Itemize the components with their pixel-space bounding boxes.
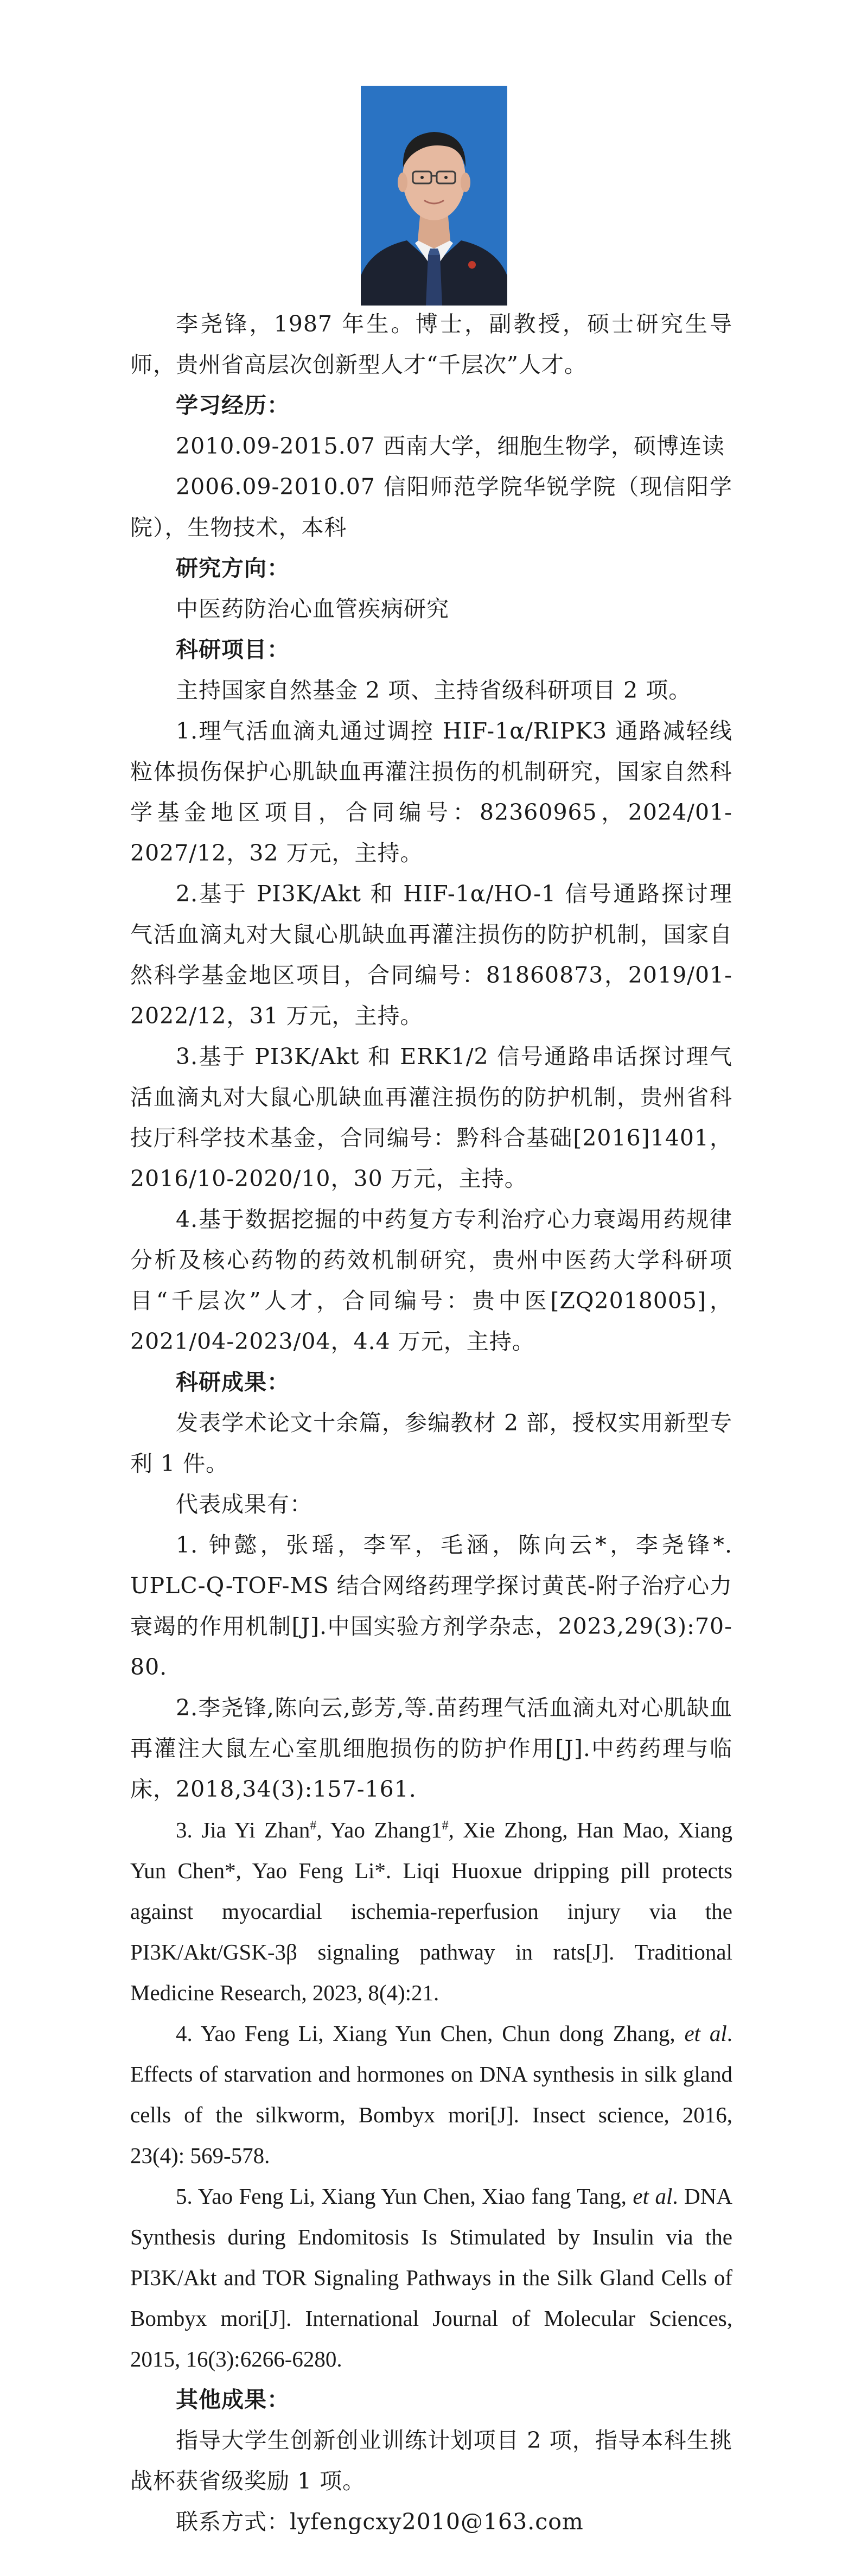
research-heading: 研究方向： — [176, 555, 290, 581]
representative-label: 代表成果有： — [176, 1491, 312, 1517]
achievements-heading: 科研成果： — [176, 1369, 290, 1395]
portrait-illustration — [361, 86, 507, 306]
other-heading: 其他成果： — [176, 2387, 290, 2413]
co-first-mark: # — [310, 1818, 317, 1833]
paper-authors: 4. Yao Feng Li, Xiang Yun Chen, Chun dong Zhang, — [176, 2021, 685, 2046]
project-item: 2.基于 PI3K/Akt 和 HIF-1α/HO-1 信号通路探讨理气活血滴丸对大鼠心肌缺血再灌注损伤的防护机制，国家自然科学基金地区项目，合同编号：81860873，2019/01-2022/12，31 万元，主持。 — [130, 881, 732, 1029]
paper-authors: 5. Yao Feng Li, Xiang Yun Chen, Xiao fang Tang, — [176, 2184, 633, 2209]
paper-item: 2.李尧锋,陈向云,彭芳,等.苗药理气活血滴丸对心肌缺血再灌注大鼠左心室肌细胞损伤的防护作用[J].中药药理与临床，2018,34(3):157-161. — [130, 1695, 732, 1802]
paper-authors: 3. Jia Yi Zhan — [176, 1817, 310, 1842]
education-item: 2006.09-2010.07 信阳师范学院华锐学院（现信阳学院），生物技术，本科 — [130, 474, 732, 540]
paper-citation: . Effects of starvation and hormones on DNA synthesis in silk gland cells of the silkworm, Bombyx mori[J]. Insect science, 2016, 23(4): 569-578. — [130, 2021, 732, 2168]
project-item: 4.基于数据挖掘的中药复方专利治疗心力衰竭用药规律分析及核心药物的药效机制研究，贵州中医药大学科研项目“千层次”人才，合同编号：贵中医[ZQ2018005]，2021/04-2023/04，4.4 万元，主持。 — [130, 1206, 732, 1354]
paper-citation: . DNA Synthesis during Endomitosis Is Stimulated by Insulin via the PI3K/Akt and TOR Signaling Pathways in the Silk Gland Cells of Bombyx mori[J]. International Journal of Molecular Sciences, 2015, 16(3):6266-6280. — [130, 2184, 733, 2371]
paper-authors: , Yao Zhang1 — [316, 1817, 442, 1842]
paper-item — [130, 2176, 732, 2380]
education-heading: 学习经历： — [176, 392, 290, 418]
profile-photo — [361, 86, 507, 306]
et-al: et al — [633, 2184, 673, 2209]
paper-item: 1. 钟懿，张瑶，李军，毛涵，陈向云*，李尧锋*. UPLC-Q-TOF-MS 结合网络药理学探讨黄芪-附子治疗心力衰竭的作用机制[J].中国实验方剂学杂志，2023,29(3):70-80. — [130, 1532, 732, 1680]
paper-citation: , Xie Zhong, Han Mao, Xiang Yun Chen*, Yao Feng Li*. Liqi Huoxue dripping pill protects against myocardial ischemia-reperfusion injury via the PI3K/Akt/GSK-3β signaling pathway in rats[J]. Traditional Medicine Research, 2023, 8(4):21. — [130, 1817, 732, 2005]
intro-paragraph: 李尧锋，1987 年生。博士，副教授，硕士研究生导师，贵州省高层次创新型人才“千层次”人才。 — [130, 311, 732, 378]
project-item: 3.基于 PI3K/Akt 和 ERK1/2 信号通路串话探讨理气活血滴丸对大鼠心肌缺血再灌注损伤的防护机制，贵州省科技厅科学技术基金，合同编号：黔科合基础[2016]1401，2016/10-2020/10，30 万元，主持。 — [130, 1044, 732, 1192]
contact-info: 联系方式：lyfengcxy2010@163.com — [176, 2509, 584, 2535]
education-item: 2010.09-2015.07 西南大学，细胞生物学，硕博连读 — [176, 433, 725, 459]
paper-item — [130, 1810, 732, 2013]
paper-item — [130, 2013, 732, 2176]
et-al: et al — [684, 2021, 727, 2046]
projects-heading: 科研项目： — [176, 637, 290, 663]
project-item: 1.理气活血滴丸通过调控 HIF-1α/RIPK3 通路减轻线粒体损伤保护心肌缺血再灌注损伤的机制研究，国家自然科学基金地区项目，合同编号：82360965，2024/01-2027/12，32 万元，主持。 — [130, 718, 732, 866]
co-first-mark: # — [442, 1818, 449, 1833]
other-text: 指导大学生创新创业训练计划项目 2 项，指导本科生挑战杯获省级奖励 1 项。 — [130, 2427, 732, 2494]
projects-summary: 主持国家自然基金 2 项、主持省级科研项目 2 项。 — [176, 677, 692, 703]
profile-content — [130, 304, 732, 2542]
research-text: 中医药防治心血管疾病研究 — [176, 596, 449, 622]
achievements-summary: 发表学术论文十余篇，参编教材 2 部，授权实用新型专利 1 件。 — [130, 1410, 732, 1477]
